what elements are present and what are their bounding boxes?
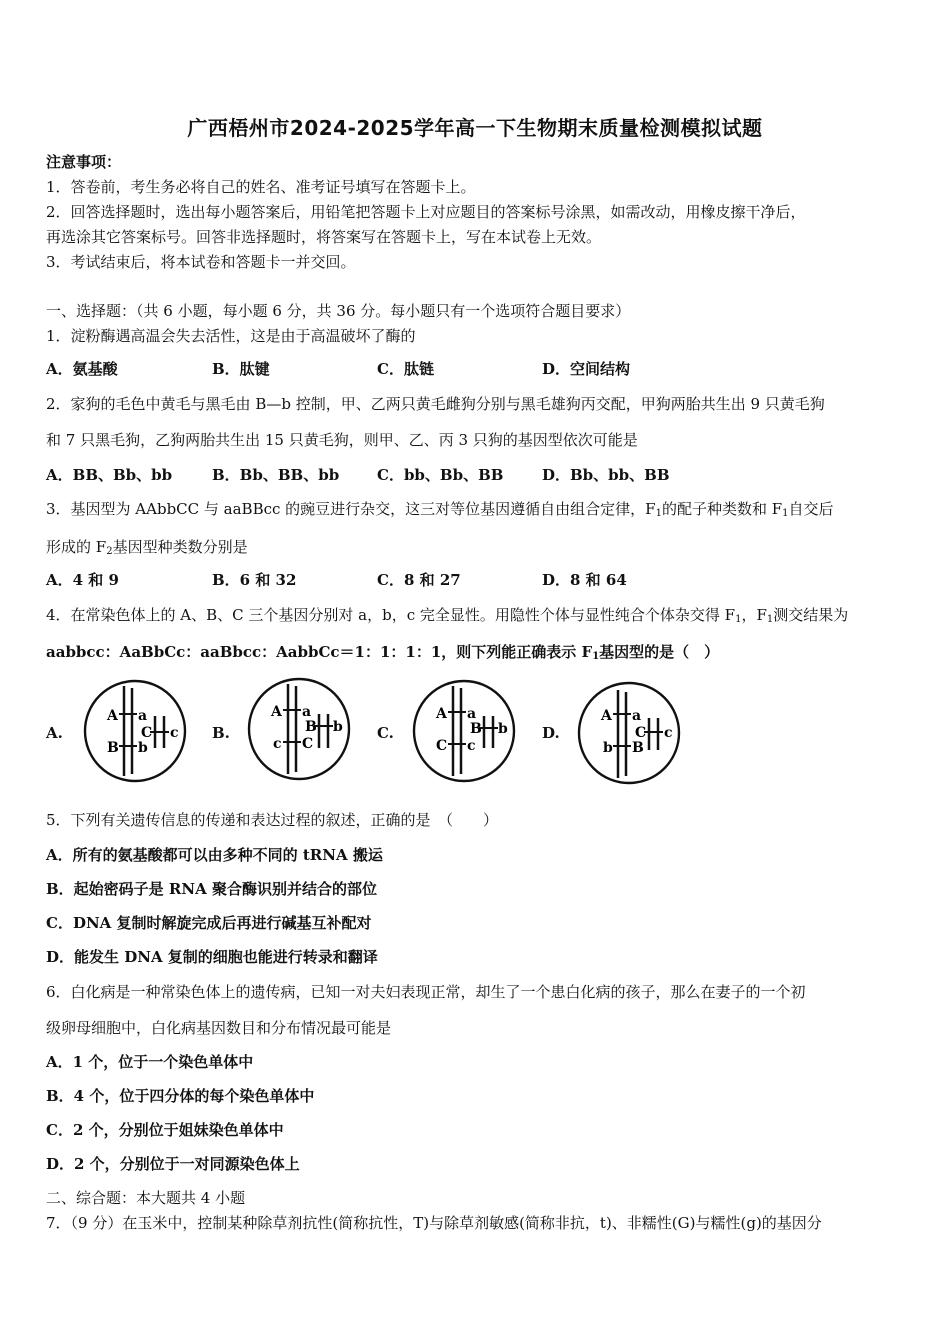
q4-stem-part-3: 测交结果为 [773, 606, 849, 624]
gene-label: B [107, 740, 119, 756]
q4-cell-diagram-a [80, 676, 190, 786]
q4-stem-line2 [46, 642, 719, 662]
page-title: 广西梧州市2024-2025学年高一下生物期末质量检测模拟试题 [187, 116, 763, 140]
q2-option-c: C．bb、Bb、BB [377, 466, 504, 484]
gene-label: a [302, 704, 312, 720]
gene-label: B [632, 740, 644, 756]
gene-label: a [467, 706, 477, 722]
q3-sub-2: 1 [782, 508, 789, 519]
notice-item-2-cont: 再选涂其它答案标号。回答非选择题时，将答案写在答题卡上，写在本试卷上无效。 [46, 228, 602, 246]
q4-sub-3: 1 [592, 651, 600, 662]
q6-option-b: B．4 个，位于四分体的每个染色单体中 [46, 1087, 315, 1105]
q3-option-c: C．8 和 27 [377, 571, 461, 589]
gene-label: C [302, 736, 314, 752]
q1-stem: 1．淀粉酶遇高温会失去活性，这是由于高温破坏了酶的 [46, 327, 416, 345]
gene-label: b [498, 721, 508, 737]
q2-option-d: D．Bb、bb、BB [542, 466, 670, 484]
gene-label: c [170, 725, 179, 741]
q4-cell-diagram-d [574, 676, 684, 786]
q2-option-a: A．BB、Bb、bb [46, 466, 173, 484]
q6-stem-line2: 级卵母细胞中，白化病基因数目和分布情况最可能是 [46, 1019, 392, 1037]
q3-stem-part-4: 形成的 F [46, 538, 107, 556]
q3-option-d: D．8 和 64 [542, 571, 627, 589]
q2-option-b: B．Bb、BB、bb [212, 466, 340, 484]
q6-option-a: A．1 个，位于一个染色单体中 [46, 1053, 254, 1071]
q1-option-a: A．氨基酸 [46, 360, 118, 378]
gene-label: c [467, 738, 476, 754]
q1-option-c: C．肽链 [377, 360, 434, 378]
section-1-heading: 一、选择题：（共 6 小题，每小题 6 分，共 36 分。每小题只有一个选项符合题目要求） [46, 302, 631, 320]
q3-option-a: A．4 和 9 [46, 571, 119, 589]
q1-option-d: D．空间结构 [542, 360, 631, 378]
notice-item-3: 3．考试结束后，将本试卷和答题卡一并交回。 [46, 253, 356, 271]
gene-label: A [107, 708, 118, 724]
q4-stem-line1 [46, 605, 848, 625]
q2-stem-line2: 和 7 只黑毛狗，乙狗两胎共生出 15 只黄毛狗，则甲、乙、丙 3 只狗的基因型依次可能是 [46, 431, 638, 449]
q2-options [46, 465, 906, 485]
gene-label: A [271, 704, 282, 720]
gene-label: B [305, 719, 317, 735]
gene-label: a [138, 708, 148, 724]
q4-diagram-label-b: B. [212, 724, 230, 742]
gene-label: C [436, 738, 448, 754]
q6-stem-line1: 6．白化病是一种常染色体上的遗传病，已知一对夫妇表现正常，却生了一个患白化病的孩子，那么在妻子的一个初 [46, 983, 806, 1001]
gene-label: B [470, 721, 482, 737]
q6-option-d: D．2 个，分别位于一对同源染色体上 [46, 1155, 300, 1173]
q4-diagram-label-d: D. [542, 724, 560, 742]
q3-options [46, 570, 906, 590]
q5-option-c: C．DNA 复制时解旋完成后再进行碱基互补配对 [46, 914, 372, 932]
q3-stem-part-5: 基因型种类数分别是 [112, 538, 248, 556]
q1-option-b: B．肽键 [212, 360, 270, 378]
q4-cell-diagram-b [244, 676, 354, 786]
q3-stem-part-3: 自交后 [788, 500, 834, 518]
gene-label: C [141, 725, 153, 741]
gene-label: C [635, 725, 647, 741]
q4-stem-part-4: aabbcc：AaBbCc：aaBbcc：AabbCc＝1：1：1：1，则下列能正确表示 F [46, 643, 593, 661]
q3-stem-part-1: 3．基因型为 AAbbCC 与 aaBBcc 的豌豆进行杂交，这三对等位基因遵循自由组合定律，F [46, 500, 656, 518]
q4-cell-diagram-c [409, 676, 519, 786]
notice-item-2: 2．回答选择题时，选出每小题答案后，用铅笔把答题卡上对应题目的答案标号涂黑，如需改动，用橡皮擦干净后， [46, 203, 806, 221]
gene-label: b [138, 740, 148, 756]
q1-options [46, 359, 906, 379]
q7-stem: 7．（9 分）在玉米中，控制某种除草剂抗性(简称抗性，T)与除草剂敏感(简称非抗，t)、非糯性(G)与糯性(g)的基因分 [46, 1214, 822, 1232]
q4-sub-2: 1 [766, 614, 774, 625]
q3-sub-1: 1 [655, 508, 662, 519]
gene-label: a [632, 708, 642, 724]
q5-stem: 5．下列有关遗传信息的传递和表达过程的叙述，正确的是 （ ） [46, 811, 499, 829]
section-2-heading: 二、综合题：本大题共 4 小题 [46, 1189, 246, 1207]
gene-label: A [436, 706, 447, 722]
q2-stem-line1: 2．家狗的毛色中黄毛与黑毛由 B—b 控制，甲、乙两只黄毛雌狗分别与黑毛雄狗丙交配，甲狗两胎共生出 9 只黄毛狗 [46, 395, 825, 413]
q4-diagram-label-a: A. [46, 724, 63, 742]
gene-label: c [664, 725, 673, 741]
q3-stem-line2 [46, 537, 248, 557]
q3-stem-part-2: 的配子种类数和 F [661, 500, 783, 518]
q5-option-b: B．起始密码子是 RNA 聚合酶识别并结合的部位 [46, 880, 377, 898]
gene-label: A [601, 708, 612, 724]
q4-stem-part-2: ，F [741, 606, 767, 624]
gene-label: c [273, 736, 282, 752]
notice-item-1: 1．答卷前，考生务必将自己的姓名、准考证号填写在答题卡上。 [46, 178, 476, 196]
q4-stem-part-5: 基因型的是（ ） [599, 643, 720, 661]
q6-option-c: C．2 个，分别位于姐妹染色单体中 [46, 1121, 284, 1139]
q3-stem-line1 [46, 499, 834, 519]
notice-heading: 注意事项： [46, 153, 122, 171]
gene-label: b [333, 719, 343, 735]
q4-sub-1: 1 [735, 614, 742, 625]
gene-label: b [603, 740, 613, 756]
q3-option-b: B．6 和 32 [212, 571, 297, 589]
q3-sub-3: 2 [106, 546, 113, 557]
q4-diagram-label-c: C. [377, 724, 394, 742]
q5-option-a: A．所有的氨基酸都可以由多种不同的 tRNA 搬运 [46, 846, 383, 864]
q4-stem-part-1: 4．在常染色体上的 A、B、C 三个基因分别对 a，b，c 完全显性。用隐性个体与显性纯合个体杂交得 F [46, 606, 736, 624]
q4-diagram-row [46, 676, 906, 786]
q5-option-d: D．能发生 DNA 复制的细胞也能进行转录和翻译 [46, 948, 378, 966]
